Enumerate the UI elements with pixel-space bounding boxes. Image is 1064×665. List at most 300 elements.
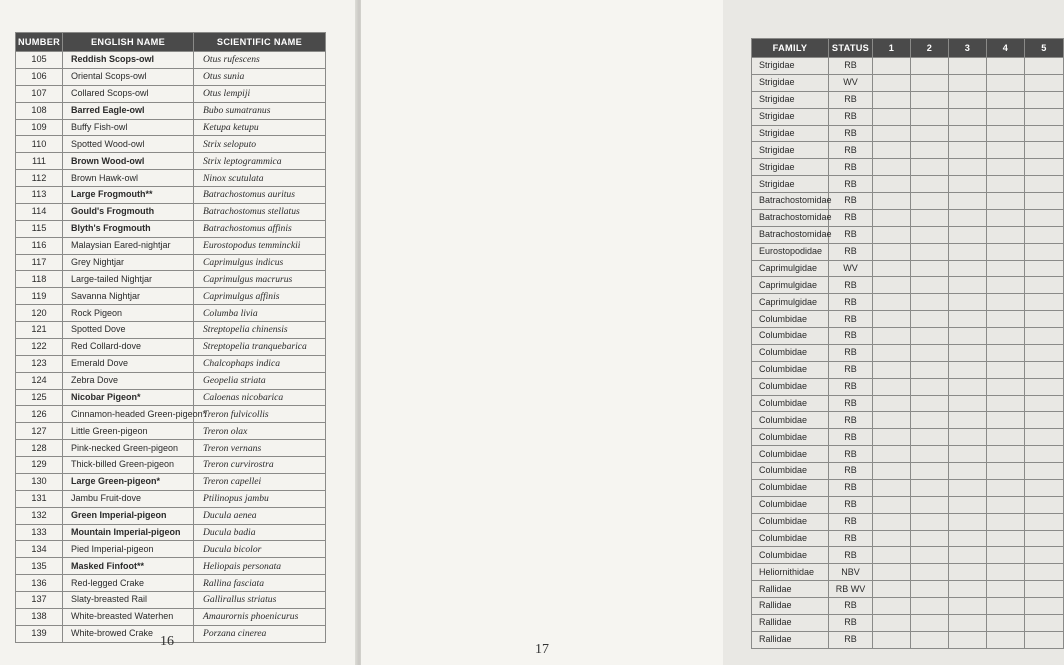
status-cell: RB — [829, 209, 873, 226]
checklist-cell-5[interactable] — [1025, 344, 1064, 361]
status-cell: RB — [829, 412, 873, 429]
checklist-cell-3[interactable] — [949, 395, 987, 412]
checklist-cell-3[interactable] — [949, 631, 987, 648]
checklist-row — [752, 598, 1064, 615]
checklist-cell-3[interactable] — [949, 193, 987, 210]
checklist-cell-1[interactable] — [873, 344, 911, 361]
checklist-table-header — [752, 39, 1064, 58]
checklist-cell-5[interactable] — [1025, 125, 1064, 142]
checklist-cell-2[interactable] — [911, 513, 949, 530]
scientific-name: Batrachostomus auritus — [194, 187, 326, 204]
checklist-cell-2[interactable] — [911, 395, 949, 412]
checklist-cell-3[interactable] — [949, 108, 987, 125]
species-row — [16, 457, 326, 474]
english-name: Large Green-pigeon* — [63, 473, 194, 490]
species-row — [16, 170, 326, 187]
english-name: Mountain Imperial-pigeon — [63, 524, 194, 541]
checklist-cell-1[interactable] — [873, 193, 911, 210]
checklist-cell-3[interactable] — [949, 74, 987, 91]
checklist-row — [752, 446, 1064, 463]
species-number: 127 — [16, 423, 63, 440]
checklist-cell-5[interactable] — [1025, 328, 1064, 345]
checklist-cell-4[interactable] — [987, 496, 1025, 513]
checklist-row — [752, 311, 1064, 328]
english-name: Rock Pigeon — [63, 305, 194, 322]
checklist-cell-2[interactable] — [911, 243, 949, 260]
english-name-column-header: ENGLISH NAME — [63, 33, 194, 52]
checklist-cell-1[interactable] — [873, 277, 911, 294]
checklist-cell-1[interactable] — [873, 243, 911, 260]
checklist-cell-5[interactable] — [1025, 395, 1064, 412]
status-cell: RB — [829, 496, 873, 513]
checklist-cell-4[interactable] — [987, 328, 1025, 345]
checklist-cell-5[interactable] — [1025, 479, 1064, 496]
checklist-cell-5[interactable] — [1025, 547, 1064, 564]
checklist-cell-1[interactable] — [873, 513, 911, 530]
species-number: 116 — [16, 237, 63, 254]
checklist-cell-5[interactable] — [1025, 209, 1064, 226]
family-cell: Strigidae — [752, 108, 829, 125]
checklist-cell-3[interactable] — [949, 581, 987, 598]
family-column-header: FAMILY — [752, 39, 829, 58]
checklist-cell-2[interactable] — [911, 125, 949, 142]
checklist-cell-3[interactable] — [949, 243, 987, 260]
checklist-cell-3[interactable] — [949, 378, 987, 395]
checklist-cell-4[interactable] — [987, 58, 1025, 75]
checklist-cell-2[interactable] — [911, 294, 949, 311]
checklist-cell-3[interactable] — [949, 412, 987, 429]
checklist-cell-1[interactable] — [873, 74, 911, 91]
scientific-name: Treron curvirostra — [194, 457, 326, 474]
checklist-row — [752, 142, 1064, 159]
checklist-cell-3[interactable] — [949, 614, 987, 631]
scientific-name: Heliopais personata — [194, 558, 326, 575]
english-name: Savanna Nightjar — [63, 288, 194, 305]
english-name: Masked Finfoot** — [63, 558, 194, 575]
family-cell: Columbidae — [752, 429, 829, 446]
checklist-row — [752, 159, 1064, 176]
checklist-cell-4[interactable] — [987, 243, 1025, 260]
checklist-cell-3[interactable] — [949, 479, 987, 496]
checklist-cell-1[interactable] — [873, 125, 911, 142]
checklist-row — [752, 530, 1064, 547]
checklist-cell-4[interactable] — [987, 564, 1025, 581]
english-name: Blyth's Frogmouth — [63, 220, 194, 237]
checklist-cell-3[interactable] — [949, 547, 987, 564]
family-cell: Columbidae — [752, 378, 829, 395]
checklist-cell-2[interactable] — [911, 226, 949, 243]
checklist-cell-1[interactable] — [873, 361, 911, 378]
checklist-cell-4[interactable] — [987, 598, 1025, 615]
species-number: 118 — [16, 271, 63, 288]
checklist-cell-4[interactable] — [987, 125, 1025, 142]
checklist-cell-5[interactable] — [1025, 614, 1064, 631]
checklist-cell-3[interactable] — [949, 260, 987, 277]
checklist-cell-5[interactable] — [1025, 412, 1064, 429]
checklist-row — [752, 193, 1064, 210]
checklist-cell-2[interactable] — [911, 277, 949, 294]
family-cell: Rallidae — [752, 614, 829, 631]
scientific-name: Treron capellei — [194, 473, 326, 490]
species-row — [16, 608, 326, 625]
checklist-cell-5[interactable] — [1025, 193, 1064, 210]
species-number: 110 — [16, 136, 63, 153]
checklist-cell-5[interactable] — [1025, 243, 1064, 260]
checklist-cell-4[interactable] — [987, 429, 1025, 446]
checklist-cell-1[interactable] — [873, 530, 911, 547]
checklist-cell-4[interactable] — [987, 311, 1025, 328]
checklist-cell-5[interactable] — [1025, 260, 1064, 277]
checklist-cell-5[interactable] — [1025, 631, 1064, 648]
checklist-cell-2[interactable] — [911, 378, 949, 395]
checklist-cell-3[interactable] — [949, 91, 987, 108]
checklist-cell-4[interactable] — [987, 395, 1025, 412]
column-header-5: 5 — [1025, 39, 1064, 58]
checklist-cell-4[interactable] — [987, 142, 1025, 159]
checklist-cell-4[interactable] — [987, 614, 1025, 631]
checklist-cell-5[interactable] — [1025, 530, 1064, 547]
species-number: 136 — [16, 575, 63, 592]
checklist-cell-5[interactable] — [1025, 581, 1064, 598]
checklist-cell-4[interactable] — [987, 260, 1025, 277]
checklist-cell-3[interactable] — [949, 226, 987, 243]
family-cell: Strigidae — [752, 74, 829, 91]
species-row — [16, 153, 326, 170]
species-row — [16, 52, 326, 69]
status-cell: RB — [829, 429, 873, 446]
status-cell: RB — [829, 176, 873, 193]
checklist-cell-2[interactable] — [911, 311, 949, 328]
checklist-cell-4[interactable] — [987, 91, 1025, 108]
species-row — [16, 507, 326, 524]
family-cell: Heliornithidae — [752, 564, 829, 581]
checklist-cell-4[interactable] — [987, 631, 1025, 648]
checklist-cell-3[interactable] — [949, 496, 987, 513]
checklist-cell-4[interactable] — [987, 209, 1025, 226]
checklist-cell-3[interactable] — [949, 209, 987, 226]
checklist-cell-3[interactable] — [949, 294, 987, 311]
species-number: 115 — [16, 220, 63, 237]
species-row — [16, 490, 326, 507]
checklist-cell-3[interactable] — [949, 429, 987, 446]
scientific-name: Caprimulgus affinis — [194, 288, 326, 305]
species-row — [16, 254, 326, 271]
english-name: Brown Wood-owl — [63, 153, 194, 170]
checklist-cell-1[interactable] — [873, 142, 911, 159]
scientific-name: Eurostopodus temminckii — [194, 237, 326, 254]
species-row — [16, 372, 326, 389]
checklist-cell-1[interactable] — [873, 412, 911, 429]
checklist-cell-4[interactable] — [987, 446, 1025, 463]
checklist-cell-3[interactable] — [949, 513, 987, 530]
scientific-name: Columba livia — [194, 305, 326, 322]
checklist-cell-3[interactable] — [949, 176, 987, 193]
checklist-cell-2[interactable] — [911, 496, 949, 513]
checklist-cell-1[interactable] — [873, 108, 911, 125]
family-status-checklist-table — [751, 38, 1064, 649]
family-cell: Batrachostomidae — [752, 193, 829, 210]
family-cell: Strigidae — [752, 142, 829, 159]
checklist-cell-2[interactable] — [911, 142, 949, 159]
checklist-cell-3[interactable] — [949, 125, 987, 142]
checklist-cell-4[interactable] — [987, 344, 1025, 361]
english-name: White-browed Crake — [63, 625, 194, 642]
checklist-cell-1[interactable] — [873, 496, 911, 513]
species-number: 119 — [16, 288, 63, 305]
family-cell: Columbidae — [752, 344, 829, 361]
column-header-2: 2 — [911, 39, 949, 58]
checklist-cell-5[interactable] — [1025, 142, 1064, 159]
checklist-cell-1[interactable] — [873, 91, 911, 108]
checklist-row — [752, 176, 1064, 193]
checklist-cell-5[interactable] — [1025, 564, 1064, 581]
checklist-cell-4[interactable] — [987, 108, 1025, 125]
checklist-cell-1[interactable] — [873, 446, 911, 463]
checklist-cell-5[interactable] — [1025, 226, 1064, 243]
checklist-cell-5[interactable] — [1025, 74, 1064, 91]
species-row — [16, 541, 326, 558]
checklist-cell-4[interactable] — [987, 412, 1025, 429]
checklist-cell-4[interactable] — [987, 176, 1025, 193]
checklist-cell-1[interactable] — [873, 547, 911, 564]
english-name: Little Green-pigeon — [63, 423, 194, 440]
checklist-row — [752, 91, 1064, 108]
species-number: 111 — [16, 153, 63, 170]
scientific-name: Ducula badia — [194, 524, 326, 541]
checklist-cell-3[interactable] — [949, 277, 987, 294]
english-name: Pied Imperial-pigeon — [63, 541, 194, 558]
species-row — [16, 68, 326, 85]
status-cell: RB — [829, 378, 873, 395]
status-cell: RB — [829, 226, 873, 243]
checklist-cell-2[interactable] — [911, 344, 949, 361]
checklist-cell-2[interactable] — [911, 581, 949, 598]
checklist-cell-2[interactable] — [911, 361, 949, 378]
checklist-cell-1[interactable] — [873, 58, 911, 75]
checklist-cell-5[interactable] — [1025, 108, 1064, 125]
checklist-cell-4[interactable] — [987, 378, 1025, 395]
checklist-cell-5[interactable] — [1025, 91, 1064, 108]
family-cell: Batrachostomidae — [752, 209, 829, 226]
status-cell: RB — [829, 446, 873, 463]
english-name: Buffy Fish-owl — [63, 119, 194, 136]
species-row — [16, 355, 326, 372]
checklist-cell-5[interactable] — [1025, 294, 1064, 311]
english-name: Collared Scops-owl — [63, 85, 194, 102]
checklist-cell-5[interactable] — [1025, 496, 1064, 513]
family-cell: Eurostopodidae — [752, 243, 829, 260]
status-cell: RB — [829, 344, 873, 361]
checklist-cell-5[interactable] — [1025, 361, 1064, 378]
species-number: 105 — [16, 52, 63, 69]
species-row — [16, 406, 326, 423]
status-cell: RB — [829, 463, 873, 480]
checklist-cell-1[interactable] — [873, 395, 911, 412]
scientific-name: Treron vernans — [194, 440, 326, 457]
species-row — [16, 136, 326, 153]
checklist-cell-5[interactable] — [1025, 176, 1064, 193]
checklist-cell-1[interactable] — [873, 598, 911, 615]
checklist-cell-2[interactable] — [911, 328, 949, 345]
checklist-cell-2[interactable] — [911, 614, 949, 631]
checklist-cell-5[interactable] — [1025, 159, 1064, 176]
checklist-cell-4[interactable] — [987, 547, 1025, 564]
checklist-cell-5[interactable] — [1025, 311, 1064, 328]
checklist-cell-2[interactable] — [911, 108, 949, 125]
column-header-3: 3 — [949, 39, 987, 58]
family-cell: Caprimulgidae — [752, 294, 829, 311]
checklist-cell-3[interactable] — [949, 142, 987, 159]
scientific-name: Otus rufescens — [194, 52, 326, 69]
scientific-name: Amaurornis phoenicurus — [194, 608, 326, 625]
checklist-cell-5[interactable] — [1025, 58, 1064, 75]
family-cell: Strigidae — [752, 91, 829, 108]
checklist-row — [752, 125, 1064, 142]
checklist-cell-3[interactable] — [949, 598, 987, 615]
scientific-name: Rallina fasciata — [194, 575, 326, 592]
species-number: 135 — [16, 558, 63, 575]
checklist-cell-4[interactable] — [987, 277, 1025, 294]
status-cell: RB — [829, 395, 873, 412]
checklist-cell-4[interactable] — [987, 530, 1025, 547]
checklist-cell-1[interactable] — [873, 479, 911, 496]
checklist-cell-2[interactable] — [911, 598, 949, 615]
checklist-row — [752, 513, 1064, 530]
checklist-cell-1[interactable] — [873, 159, 911, 176]
checklist-cell-2[interactable] — [911, 564, 949, 581]
checklist-cell-3[interactable] — [949, 58, 987, 75]
species-number: 130 — [16, 473, 63, 490]
checklist-cell-1[interactable] — [873, 614, 911, 631]
checklist-cell-4[interactable] — [987, 513, 1025, 530]
checklist-cell-2[interactable] — [911, 479, 949, 496]
checklist-cell-3[interactable] — [949, 530, 987, 547]
checklist-cell-2[interactable] — [911, 412, 949, 429]
checklist-cell-5[interactable] — [1025, 513, 1064, 530]
checklist-cell-2[interactable] — [911, 91, 949, 108]
checklist-cell-2[interactable] — [911, 547, 949, 564]
species-number: 133 — [16, 524, 63, 541]
checklist-cell-2[interactable] — [911, 530, 949, 547]
species-number: 108 — [16, 102, 63, 119]
checklist-cell-1[interactable] — [873, 378, 911, 395]
checklist-cell-1[interactable] — [873, 260, 911, 277]
checklist-cell-3[interactable] — [949, 463, 987, 480]
status-cell: RB — [829, 58, 873, 75]
checklist-cell-5[interactable] — [1025, 429, 1064, 446]
checklist-cell-1[interactable] — [873, 311, 911, 328]
checklist-cell-5[interactable] — [1025, 463, 1064, 480]
species-number: 120 — [16, 305, 63, 322]
checklist-cell-3[interactable] — [949, 328, 987, 345]
species-row — [16, 423, 326, 440]
checklist-cell-3[interactable] — [949, 344, 987, 361]
species-row — [16, 440, 326, 457]
checklist-row — [752, 631, 1064, 648]
checklist-row — [752, 328, 1064, 345]
checklist-cell-2[interactable] — [911, 631, 949, 648]
species-row — [16, 592, 326, 609]
english-name: Pink-necked Green-pigeon — [63, 440, 194, 457]
status-cell: RB — [829, 631, 873, 648]
right-page — [361, 0, 1047, 665]
checklist-cell-1[interactable] — [873, 328, 911, 345]
family-cell: Caprimulgidae — [752, 260, 829, 277]
checklist-cell-2[interactable] — [911, 209, 949, 226]
checklist-cell-4[interactable] — [987, 463, 1025, 480]
checklist-row — [752, 209, 1064, 226]
scientific-name: Batrachostomus affinis — [194, 220, 326, 237]
checklist-cell-2[interactable] — [911, 159, 949, 176]
checklist-cell-1[interactable] — [873, 294, 911, 311]
checklist-cell-2[interactable] — [911, 193, 949, 210]
checklist-cell-1[interactable] — [873, 176, 911, 193]
status-column-header: STATUS — [829, 39, 873, 58]
checklist-cell-4[interactable] — [987, 74, 1025, 91]
checklist-cell-1[interactable] — [873, 463, 911, 480]
checklist-cell-5[interactable] — [1025, 446, 1064, 463]
family-cell: Columbidae — [752, 496, 829, 513]
checklist-cell-2[interactable] — [911, 260, 949, 277]
checklist-cell-2[interactable] — [911, 463, 949, 480]
checklist-cell-4[interactable] — [987, 479, 1025, 496]
checklist-cell-4[interactable] — [987, 226, 1025, 243]
checklist-cell-3[interactable] — [949, 446, 987, 463]
species-number: 138 — [16, 608, 63, 625]
checklist-row — [752, 378, 1064, 395]
column-header-4: 4 — [987, 39, 1025, 58]
scientific-name: Treron olax — [194, 423, 326, 440]
family-cell: Columbidae — [752, 361, 829, 378]
checklist-cell-2[interactable] — [911, 74, 949, 91]
checklist-cell-4[interactable] — [987, 193, 1025, 210]
checklist-cell-2[interactable] — [911, 58, 949, 75]
checklist-cell-2[interactable] — [911, 429, 949, 446]
checklist-cell-5[interactable] — [1025, 378, 1064, 395]
status-cell: WV — [829, 74, 873, 91]
species-row — [16, 288, 326, 305]
checklist-cell-3[interactable] — [949, 361, 987, 378]
checklist-cell-1[interactable] — [873, 581, 911, 598]
checklist-cell-1[interactable] — [873, 429, 911, 446]
scientific-name: Streptopelia chinensis — [194, 322, 326, 339]
species-number: 131 — [16, 490, 63, 507]
checklist-cell-4[interactable] — [987, 581, 1025, 598]
english-name: Slaty-breasted Rail — [63, 592, 194, 609]
checklist-cell-4[interactable] — [987, 159, 1025, 176]
checklist-cell-1[interactable] — [873, 631, 911, 648]
family-cell: Columbidae — [752, 479, 829, 496]
number-column-header: NUMBER — [16, 33, 63, 52]
checklist-cell-3[interactable] — [949, 311, 987, 328]
checklist-cell-2[interactable] — [911, 446, 949, 463]
checklist-cell-5[interactable] — [1025, 598, 1064, 615]
family-cell: Columbidae — [752, 463, 829, 480]
checklist-cell-5[interactable] — [1025, 277, 1064, 294]
checklist-cell-4[interactable] — [987, 294, 1025, 311]
checklist-cell-3[interactable] — [949, 159, 987, 176]
checklist-cell-4[interactable] — [987, 361, 1025, 378]
checklist-cell-3[interactable] — [949, 564, 987, 581]
status-cell: RB — [829, 294, 873, 311]
species-number: 125 — [16, 389, 63, 406]
scientific-name: Ducula bicolor — [194, 541, 326, 558]
checklist-cell-1[interactable] — [873, 564, 911, 581]
checklist-cell-2[interactable] — [911, 176, 949, 193]
english-name: Large Frogmouth** — [63, 187, 194, 204]
checklist-cell-1[interactable] — [873, 226, 911, 243]
checklist-cell-1[interactable] — [873, 209, 911, 226]
